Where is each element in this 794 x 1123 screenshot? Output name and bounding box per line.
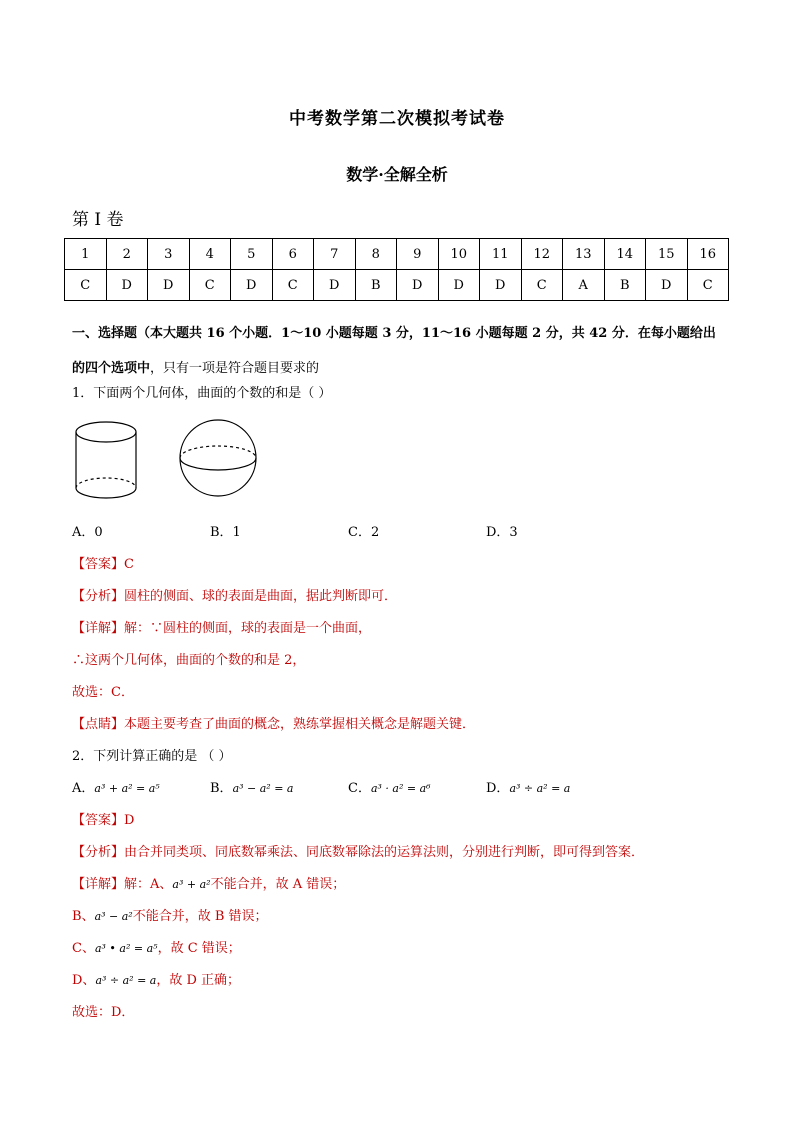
q2-detail-a [72, 873, 345, 892]
detail-tag: 【详解】 [72, 621, 125, 636]
detail-prefix: 解：A、 [124, 877, 173, 892]
question-number-cell: 16 [687, 239, 729, 270]
answer-cell: D [231, 270, 273, 301]
question-number-cell: 11 [480, 239, 522, 270]
question-number-cell: 4 [189, 239, 231, 270]
section-heading-rest: ，只有一项是符合题目要求的 [150, 361, 320, 376]
answer-cell: C [687, 270, 729, 301]
answer-cell: D [646, 270, 688, 301]
q2-answer [72, 809, 134, 828]
answer-cell: B [355, 270, 397, 301]
q1-answer [72, 553, 134, 572]
q1-detail2: ∴这两个几何体，曲面的个数的和是 2， [72, 653, 306, 668]
question-number-cell: 9 [397, 239, 439, 270]
detail-suffix: 不能合并，故 B 错误； [132, 909, 268, 924]
answer-cell: D [438, 270, 480, 301]
q2-detail-b [72, 905, 268, 924]
q2-option-c [348, 777, 431, 796]
page-subtitle: 数学·全解全析 [346, 165, 448, 184]
answer-tag: 【答案】 [72, 813, 125, 828]
comment-tag: 【点睛】 [72, 717, 125, 732]
option-formula: a³ − a² = a [232, 782, 294, 795]
detail-formula: a³ − a² [94, 910, 133, 923]
page-title: 中考数学第二次模拟考试卷 [289, 109, 505, 129]
question-number-cell: 1 [65, 239, 107, 270]
detail-prefix: B、 [72, 909, 95, 924]
detail-prefix: C、 [72, 941, 95, 956]
q2-analysis [72, 841, 644, 860]
question-number-cell: 13 [563, 239, 605, 270]
answer-value: D [124, 813, 135, 828]
answer-tag: 【答案】 [72, 557, 125, 572]
analysis-text: 由合并同类项、同底数幂乘法、同底数幂除法的运算法则，分别进行判断，即可得到答案． [124, 845, 645, 860]
detail-suffix: ，故 D 正确； [156, 973, 241, 988]
detail-formula: a³ ÷ a² = a [95, 974, 157, 987]
volume-label: 第 I 卷 [72, 210, 124, 230]
answer-cell: C [272, 270, 314, 301]
q1-option-d: D．3 [486, 525, 518, 540]
detail-formula: a³ • a² = a⁵ [94, 942, 158, 955]
answer-cell: C [65, 270, 107, 301]
option-formula: a³ ÷ a² = a [509, 782, 571, 795]
q2-detail-c [72, 937, 241, 956]
q1-option-a: A．0 [72, 525, 103, 540]
answer-table-number-row [65, 239, 729, 270]
answer-table-answer-row [65, 270, 729, 301]
sphere-figure [180, 420, 256, 496]
question-number-cell: 3 [148, 239, 190, 270]
question-number-cell: 2 [106, 239, 148, 270]
option-formula: a³ + a² = a⁵ [94, 782, 160, 795]
q1-analysis [72, 585, 397, 604]
question-number-cell: 8 [355, 239, 397, 270]
q2-stem: 2．下列计算正确的是 （ ） [72, 749, 232, 764]
detail-suffix: 不能合并，故 A 错误； [210, 877, 346, 892]
q2-option-d [486, 777, 570, 796]
detail-text: 解：∵圆柱的侧面，球的表面是一个曲面， [124, 621, 372, 636]
section-heading [72, 322, 716, 341]
option-label: A． [72, 781, 95, 796]
answer-cell: D [314, 270, 356, 301]
q2-choose: 故选：D． [72, 1005, 135, 1020]
detail-suffix: ，故 C 错误； [157, 941, 241, 956]
cylinder-figure [76, 422, 136, 498]
question-number-cell: 12 [521, 239, 563, 270]
question-number-cell: 10 [438, 239, 480, 270]
answer-cell: A [563, 270, 605, 301]
q1-detail [72, 617, 371, 636]
detail-formula: a³ + a² [172, 878, 211, 891]
section-heading-line1: 一、选择题（本大题共 16 个小题．1～10 小题每题 3 分，11～16 小题每题 2 分，共 42 分．在每小题给出 [72, 326, 716, 341]
option-label: C． [348, 781, 371, 796]
q1-stem: 1．下面两个几何体，曲面的个数的和是（ ） [72, 386, 332, 401]
q1-option-c: C．2 [348, 525, 380, 540]
answer-cell: C [521, 270, 563, 301]
question-number-cell: 5 [231, 239, 273, 270]
answer-value: C [124, 557, 134, 572]
option-formula: a³ · a² = a⁶ [370, 782, 431, 795]
answer-cell: D [480, 270, 522, 301]
option-label: D． [486, 781, 510, 796]
answer-table [64, 238, 729, 301]
answer-cell: D [397, 270, 439, 301]
q1-figures [70, 416, 270, 502]
question-number-cell: 14 [604, 239, 646, 270]
comment-text: 本题主要考查了曲面的概念，熟练掌握相关概念是解题关键． [124, 717, 476, 732]
q2-option-a [72, 777, 160, 796]
question-number-cell: 15 [646, 239, 688, 270]
answer-cell: D [148, 270, 190, 301]
section-heading-line2 [72, 357, 319, 376]
q1-comment [72, 713, 475, 732]
q2-detail-d [72, 969, 240, 988]
answer-cell: B [604, 270, 646, 301]
answer-cell: C [189, 270, 231, 301]
option-label: B． [210, 781, 233, 796]
analysis-tag: 【分析】 [72, 589, 125, 604]
detail-tag: 【详解】 [72, 877, 125, 892]
question-number-cell: 6 [272, 239, 314, 270]
analysis-text: 圆柱的侧面、球的表面是曲面，据此判断即可． [124, 589, 398, 604]
section-heading-bold: 的四个选项中 [72, 361, 151, 376]
q1-choose: 故选：C． [72, 685, 134, 700]
question-number-cell: 7 [314, 239, 356, 270]
detail-prefix: D、 [72, 973, 96, 988]
answer-cell: D [106, 270, 148, 301]
q2-option-b [210, 777, 293, 796]
analysis-tag: 【分析】 [72, 845, 125, 860]
q1-option-b: B．1 [210, 525, 241, 540]
